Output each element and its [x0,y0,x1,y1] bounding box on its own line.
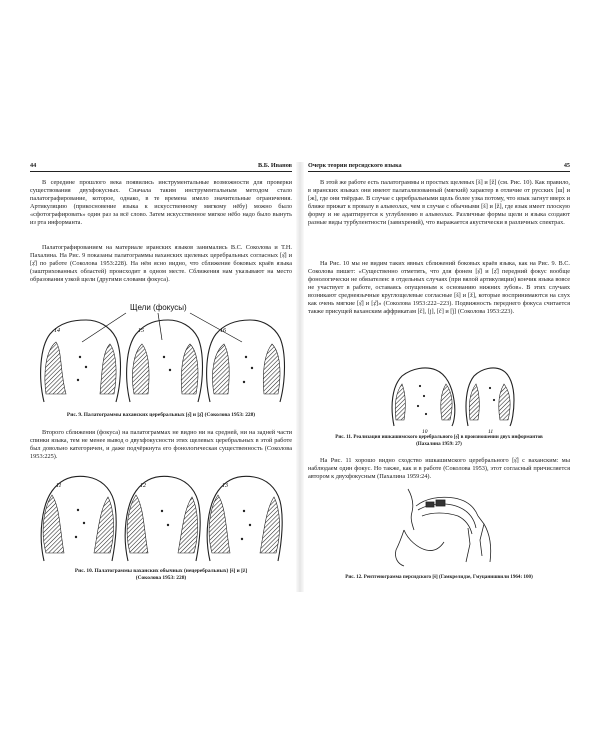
figure-11-caption-source: (Пахалина 1959: 27) [416,441,462,447]
palatogram [392,368,455,434]
palatogram [207,476,282,561]
paragraph: На Рис. 10 мы не видим таких явных сближений боковых краёв языка, как на Рис. 9. В.С. Соколова пишет: «Существенно отметить, что для фонем [ṣ̌] и [ẓ̌] передний фокус вообще фонологически не обязателен: в отдельных случаях (при вялой артикуляции) кончик языка вовсе не участвует в работе, оставаясь опущенным к основанию нижних зубов». В этих случаях возникают среднеязычные круглощелевые согласные [š] и [ž], которые воспринимаются на слух как очень мягкие [ṣ̌] и [ẓ̌]» (Соколова 1953:222–223). Подвижность переднего фокуса считается также присущей ваханским аффрикатам [č], [j], [č] и [ǰ] (Соколова 1953:223). [308,260,570,316]
figure-9-caption: Рис. 9. Палатограммы ваханских церебральных [ṣ̌] и [ẓ̌] (Соколова 1953: 228) [66,412,256,418]
paragraph: На Рис. 11 хорошо видно сходство ишкашимского церебрального [ṣ̌] с ваханским: мы наблюдаем один фокус. Но также, как и в работе (Соколова 1953), этот согласный причисляется автором к двухфокусным (Пахалина 1959:24). [308,457,570,481]
fig-number: 12 [140,483,146,489]
fig-number: 14 [54,328,60,334]
palatogram [127,320,203,402]
left-running-head [30,162,292,172]
right-running-head [308,162,570,172]
pointer-line [158,313,162,340]
fig-number: 10 [422,429,428,434]
paragraph: В этой же работе есть палатограммы и простых щелевых [š] и [ž] (см. Рис. 10). Как правило, в иранских языках они имеют палатализованный (мягкий) характер в отличие от русских [ш] и [ж], где они твёрдые. В случае с церебральными щель более узка потому, что язык загнут вверх и ближе прижат к провалу в альвеолах, чем в случае с обычными [š] и [ž], где язык имеет плоскую форму и не адаптируется к углублению в альвеолах. Различные формы щели и языка создают разные виды турбулентности (завихрений), что выражается акустически в различных спектрах. [308,179,570,227]
page-number: 44 [30,162,37,169]
header-rule [30,171,292,172]
left-page [30,162,292,592]
book-spread [0,162,600,592]
header-rule [308,171,570,172]
figure-10-caption: Рис. 10. Палатограммы ваханских обычных (нецеребральных) [š] и [ž] [74,568,248,574]
palatogram [41,320,121,402]
palatogram [125,476,200,561]
fig-number: 16 [220,328,226,334]
fig-number: 13 [222,483,228,489]
figure-12-xray [308,484,570,569]
palatogram [466,368,514,434]
fig-number: 11 [488,429,494,434]
figure-9-palatograms [30,302,292,407]
page-number: 45 [563,162,570,169]
figure-10-caption-source: (Соколова 1953: 228) [135,575,187,581]
right-page [308,162,570,592]
paragraph: В середине прошлого века появились инструментальные возможности для проверки существования двухфокусных. Сначала таким инструментальным методом стало палатографирование, которое, однако, в те времена имело значительные ограничения. Артикуляцию (прикосновение языка к искусственному мягкому нёбу) можно было «сфотографировать» один раз за всё слово. Затем искусственное мягкое нёбо надо было вынуть из рта информанта. [30,179,292,227]
running-head-title: В.Б. Иванов [258,162,292,169]
figure-11-palatograms [308,364,570,434]
fig-number: 11 [56,483,62,489]
paragraph: Палатографированием на материале иранских языков занимались В.С. Соколова и Т.Н. Пахалина. На Рис. 9 показаны палатограммы ваханских щелевых церебральных согласных [ṣ̌] и [ẓ̌] по работе (Соколова 1953:228). На нём ясно видно, что сближение боковых краёв языка (заштрихованных областей) происходит в одном месте. Сближения нам указывают на место образования узкой щели (другими словами фокуса). [30,244,292,284]
palatogram [41,476,116,561]
book-gutter [296,162,304,592]
paragraph: Второго сближения (фокуса) на палатограммах не видно ни на средней, ни на задней части спинки языка, тем не менее вывод о двухфокусности этих щелевых церебральных в этой работе был довольно категоричен, и даже подчёркнута его фонологическая существенность (Соколова 1953:225). [30,429,292,461]
figure-12-caption: Рис. 12. Рентгенограмма персидского [š] (Гамкрелидзе, Гмуцанишвили 1964: 100) [345,574,533,580]
palatogram [207,320,285,402]
running-head-title: Очерк теории персидского языка [308,162,402,169]
figure-11-caption: Рис. 11. Реализация ишкашимского церебрального [ṣ̌] в произношении двух информантов [335,434,543,440]
figure-10-palatograms [30,465,292,565]
xray-drawing [395,489,490,566]
fig-number: 15 [138,328,144,334]
pointer-line [82,313,126,342]
fig9-label: Щели (фокусы) [130,303,187,312]
